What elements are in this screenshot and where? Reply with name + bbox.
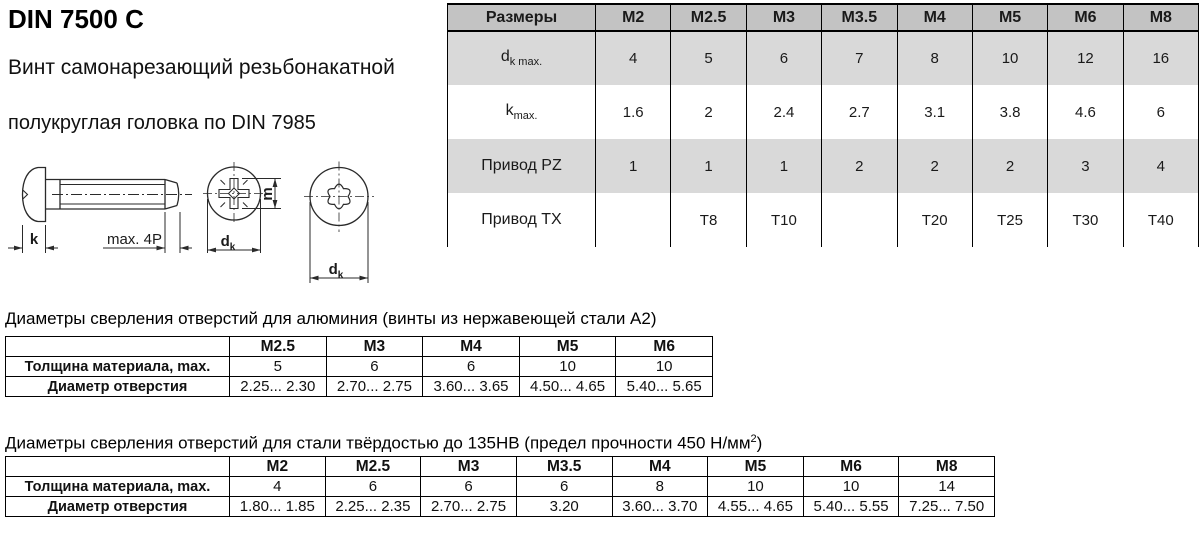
row-label-text: Привод TX — [481, 211, 562, 228]
dim-label-max4p: max. 4P — [106, 231, 162, 248]
value-cell: 7 — [822, 31, 897, 85]
value-cell: 12 — [1048, 31, 1123, 85]
value-cell: 2 — [822, 139, 897, 193]
point-extension-lines — [165, 212, 180, 253]
steel-table-caption — [5, 433, 762, 454]
row-label — [448, 193, 596, 247]
row-label-subscript: max. — [513, 110, 538, 123]
steel-caption-text: Диаметры сверления отверстий для стали твёрдостью до 135HB (предел прочности 450 Н/мм — [5, 433, 751, 453]
dimensions-table — [447, 3, 1199, 247]
dimensions-table-header — [448, 4, 1199, 31]
column-header: M8 — [899, 457, 995, 477]
corner-cell — [6, 337, 230, 357]
table-row — [6, 377, 713, 397]
column-header: M2.5 — [325, 457, 421, 477]
row-label: Диаметр отверстия — [6, 377, 230, 397]
value-cell: 5.40... 5.65 — [616, 377, 713, 397]
dim-label-dk-pz: $d_k$ — [220, 233, 236, 253]
row-label: Толщина материала, max. — [6, 477, 230, 497]
header-row — [448, 4, 1199, 31]
value-cell: 2.70... 2.75 — [326, 377, 423, 397]
value-cell: T30 — [1048, 193, 1123, 247]
column-header: M6 — [616, 337, 713, 357]
page-title: DIN 7500 C — [8, 4, 144, 34]
row-label-text: k — [505, 101, 514, 119]
column-header: M3 — [746, 4, 821, 31]
column-header: M2 — [230, 457, 326, 477]
value-cell: 16 — [1123, 31, 1198, 85]
row-label — [448, 139, 596, 193]
value-cell: 4.6 — [1048, 85, 1123, 139]
value-cell: 4 — [596, 31, 671, 85]
aluminum-table-body — [6, 357, 713, 397]
screw-head-pz-view — [203, 162, 281, 253]
value-cell: 3.20 — [516, 497, 612, 517]
column-header: M3 — [326, 337, 423, 357]
value-cell: 5 — [671, 31, 746, 85]
value-cell: 2 — [897, 139, 972, 193]
dim-label-m: m — [259, 187, 276, 201]
column-header: M2 — [596, 4, 671, 31]
screw-technical-drawing — [0, 150, 440, 302]
table-row — [6, 357, 713, 377]
value-cell: 5 — [230, 357, 327, 377]
dimensions-table-body — [448, 31, 1199, 247]
value-cell: 2.25... 2.35 — [325, 497, 421, 517]
column-header: M4 — [612, 457, 708, 477]
value-cell: T25 — [972, 193, 1047, 247]
value-cell: 1.6 — [596, 85, 671, 139]
value-cell: 3 — [1048, 139, 1123, 193]
steel-caption-close: ) — [756, 433, 763, 453]
value-cell: 4 — [230, 477, 326, 497]
column-header: M5 — [519, 337, 616, 357]
aluminum-table-header — [6, 337, 713, 357]
tx-crosshair — [304, 162, 374, 233]
dim-label-dk-tx: $d_k$ — [328, 261, 344, 281]
value-cell: 8 — [612, 477, 708, 497]
header-row — [6, 457, 995, 477]
value-cell: 6 — [326, 357, 423, 377]
aluminum-drill-table — [5, 336, 713, 397]
screw-head-tx-view — [304, 162, 374, 284]
value-cell: 2.7 — [822, 85, 897, 139]
value-cell: 3.60... 3.65 — [423, 377, 520, 397]
value-cell: 3.8 — [972, 85, 1047, 139]
column-header: M6 — [1048, 4, 1123, 31]
value-cell: 1 — [596, 139, 671, 193]
steel-table-header — [6, 457, 995, 477]
steel-table-body — [6, 477, 995, 517]
subtitle-line1: Винт самонарезающий резьбонакатной — [8, 56, 395, 79]
header-row — [6, 337, 713, 357]
table-row — [448, 193, 1199, 247]
column-header: M8 — [1123, 4, 1198, 31]
value-cell: 10 — [519, 357, 616, 377]
value-cell: 4.55... 4.65 — [708, 497, 804, 517]
value-cell: T10 — [746, 193, 821, 247]
row-label-text: Привод PZ — [481, 157, 562, 174]
column-header: M2.5 — [230, 337, 327, 357]
value-cell: 6 — [325, 477, 421, 497]
table-row — [448, 85, 1199, 139]
value-cell: 10 — [972, 31, 1047, 85]
value-cell: 4.50... 4.65 — [519, 377, 616, 397]
subtitle-line2: полукруглая головка по DIN 7985 — [8, 112, 316, 134]
value-cell: 3.1 — [897, 85, 972, 139]
column-header: M6 — [803, 457, 899, 477]
value-cell: 10 — [708, 477, 804, 497]
value-cell: 3.60... 3.70 — [612, 497, 708, 517]
steel-drill-table — [5, 456, 995, 517]
value-cell: T40 — [1123, 193, 1198, 247]
value-cell: 1 — [671, 139, 746, 193]
row-label: Толщина материала, max. — [6, 357, 230, 377]
value-cell: 2 — [671, 85, 746, 139]
table-row — [6, 477, 995, 497]
value-cell: 5.40... 5.55 — [803, 497, 899, 517]
table-row — [448, 31, 1199, 85]
column-header: Размеры — [448, 4, 596, 31]
column-header: M5 — [708, 457, 804, 477]
value-cell: 6 — [421, 477, 517, 497]
value-cell: 10 — [803, 477, 899, 497]
value-cell: 2.4 — [746, 85, 821, 139]
corner-cell — [6, 457, 230, 477]
steel-caption-superscript: 2 — [750, 433, 757, 445]
head-slot-notch — [23, 190, 28, 199]
column-header: M3 — [421, 457, 517, 477]
row-label — [448, 31, 596, 85]
value-cell: 6 — [746, 31, 821, 85]
value-cell — [596, 193, 671, 247]
aluminum-table-caption: Диаметры сверления отверстий для алюминия (винты из нержавеющей стали А2) — [5, 309, 657, 328]
column-header: M3.5 — [822, 4, 897, 31]
value-cell: 14 — [899, 477, 995, 497]
column-header: M4 — [897, 4, 972, 31]
table-row — [448, 139, 1199, 193]
column-header: M4 — [423, 337, 520, 357]
screw-head-profile — [23, 168, 46, 222]
value-cell — [822, 193, 897, 247]
row-label-text: d — [500, 48, 510, 66]
value-cell: T8 — [671, 193, 746, 247]
value-cell: 6 — [423, 357, 520, 377]
value-cell: 7.25... 7.50 — [899, 497, 995, 517]
row-label — [448, 85, 596, 139]
value-cell: 2.70... 2.75 — [421, 497, 517, 517]
table-row — [6, 497, 995, 517]
value-cell: 2.25... 2.30 — [230, 377, 327, 397]
row-label-subscript: k max. — [509, 56, 543, 69]
row-label: Диаметр отверстия — [6, 497, 230, 517]
value-cell: 6 — [516, 477, 612, 497]
value-cell: 1.80... 1.85 — [230, 497, 326, 517]
value-cell: 4 — [1123, 139, 1198, 193]
value-cell: 6 — [1123, 85, 1198, 139]
dim-label-k: k — [29, 231, 39, 248]
value-cell: 1 — [746, 139, 821, 193]
value-cell: 10 — [616, 357, 713, 377]
column-header: M2.5 — [671, 4, 746, 31]
value-cell: T20 — [897, 193, 972, 247]
pz-crosshair — [203, 162, 265, 225]
column-header: M3.5 — [516, 457, 612, 477]
value-cell: 2 — [972, 139, 1047, 193]
column-header: M5 — [972, 4, 1047, 31]
value-cell: 8 — [897, 31, 972, 85]
